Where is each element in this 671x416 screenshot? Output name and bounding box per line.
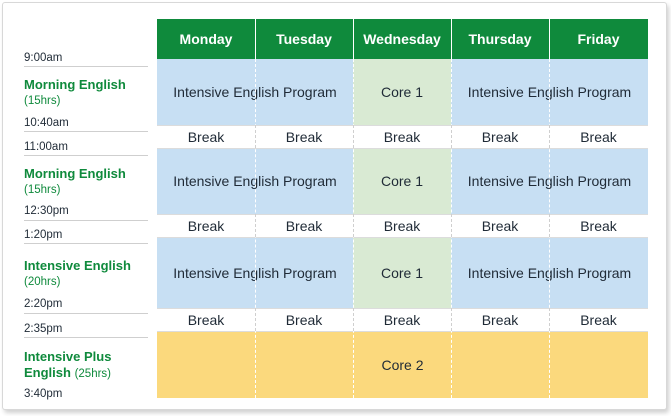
- break-divider: [255, 308, 256, 331]
- break-cell: Break: [187, 128, 225, 145]
- break-row: [157, 125, 648, 148]
- day-header-tuesday: Tuesday: [255, 19, 353, 59]
- program-block-mon-tue: Intensive English Program: [157, 148, 353, 214]
- row-divider: [157, 331, 648, 332]
- break-cell: Break: [285, 128, 323, 145]
- course-name: Morning English: [24, 77, 126, 92]
- time-divider: [24, 131, 148, 132]
- day-header-monday: Monday: [157, 19, 255, 59]
- header-divider: [255, 19, 256, 59]
- break-cell: Break: [383, 217, 421, 234]
- course-name-line2: English: [24, 365, 71, 380]
- break-cell: Break: [580, 217, 617, 234]
- time-label: 9:00am: [24, 52, 63, 64]
- time-label: 3:40pm: [24, 388, 63, 400]
- core1-block-wednesday: Core 1: [353, 59, 451, 125]
- program-block-thu-fri: Intensive English Program: [451, 59, 648, 125]
- break-cell: Break: [580, 128, 617, 145]
- break-divider: [451, 308, 452, 331]
- core2-block: Core 2: [157, 331, 648, 398]
- break-divider: [353, 214, 354, 237]
- course-morning-english-2: [24, 166, 126, 198]
- break-cell: Break: [187, 311, 225, 328]
- course-morning-english: [24, 77, 126, 109]
- time-divider: [24, 155, 148, 156]
- time-divider: [24, 313, 148, 314]
- course-name: Intensive English: [24, 258, 131, 273]
- break-row: [157, 308, 648, 331]
- course-hours: (15hrs): [24, 184, 61, 196]
- break-cell: Break: [481, 217, 519, 234]
- time-label: 2:20pm: [24, 298, 63, 310]
- break-divider: [353, 125, 354, 148]
- course-hours: (20hrs): [24, 276, 61, 288]
- break-cell: Break: [580, 311, 617, 328]
- course-intensive-english: [24, 258, 131, 290]
- break-cell: Break: [481, 128, 519, 145]
- program-block-thu-fri: Intensive English Program: [451, 237, 648, 308]
- program-block-thu-fri: Intensive English Program: [451, 148, 648, 214]
- break-cell: Break: [285, 311, 323, 328]
- time-label: 1:20pm: [24, 229, 63, 241]
- break-cell: Break: [285, 217, 323, 234]
- day-header-wednesday: Wednesday: [353, 19, 451, 59]
- header-divider: [549, 19, 550, 59]
- time-label: 12:30pm: [24, 205, 69, 217]
- row-divider: [157, 308, 648, 309]
- course-name-line1: Intensive Plus: [24, 349, 112, 364]
- row-divider: [157, 237, 648, 238]
- time-label: 2:35pm: [24, 323, 63, 335]
- row-divider: [157, 214, 648, 215]
- course-name: Morning English: [24, 166, 126, 181]
- core1-block-wednesday: Core 1: [353, 148, 451, 214]
- time-divider: [24, 243, 148, 244]
- break-divider: [549, 214, 550, 237]
- time-label: 11:00am: [24, 141, 68, 153]
- course-hours: (25hrs): [74, 368, 112, 380]
- header-divider: [451, 19, 452, 59]
- core1-block-wednesday: Core 1: [353, 237, 451, 308]
- program-block-mon-tue: Intensive English Program: [157, 237, 353, 308]
- day-header-thursday: Thursday: [451, 19, 549, 59]
- break-divider: [255, 214, 256, 237]
- break-divider: [255, 125, 256, 148]
- course-hours: (15hrs): [24, 95, 61, 107]
- break-cell: Break: [187, 217, 225, 234]
- break-divider: [353, 308, 354, 331]
- break-divider: [451, 125, 452, 148]
- time-label: 10:40am: [24, 117, 69, 129]
- course-intensive-plus-english: [24, 349, 111, 382]
- break-cell: Break: [383, 128, 421, 145]
- header-divider: [353, 19, 354, 59]
- time-divider: [24, 337, 148, 338]
- row-divider: [157, 125, 648, 126]
- break-cell: Break: [383, 311, 421, 328]
- row-divider: [157, 148, 648, 149]
- break-divider: [549, 125, 550, 148]
- time-divider: [24, 66, 148, 67]
- break-divider: [549, 308, 550, 331]
- day-header-friday: Friday: [549, 19, 648, 59]
- break-divider: [451, 214, 452, 237]
- time-divider: [24, 220, 148, 221]
- break-cell: Break: [481, 311, 519, 328]
- program-block-mon-tue: Intensive English Program: [157, 59, 353, 125]
- break-row: [157, 214, 648, 237]
